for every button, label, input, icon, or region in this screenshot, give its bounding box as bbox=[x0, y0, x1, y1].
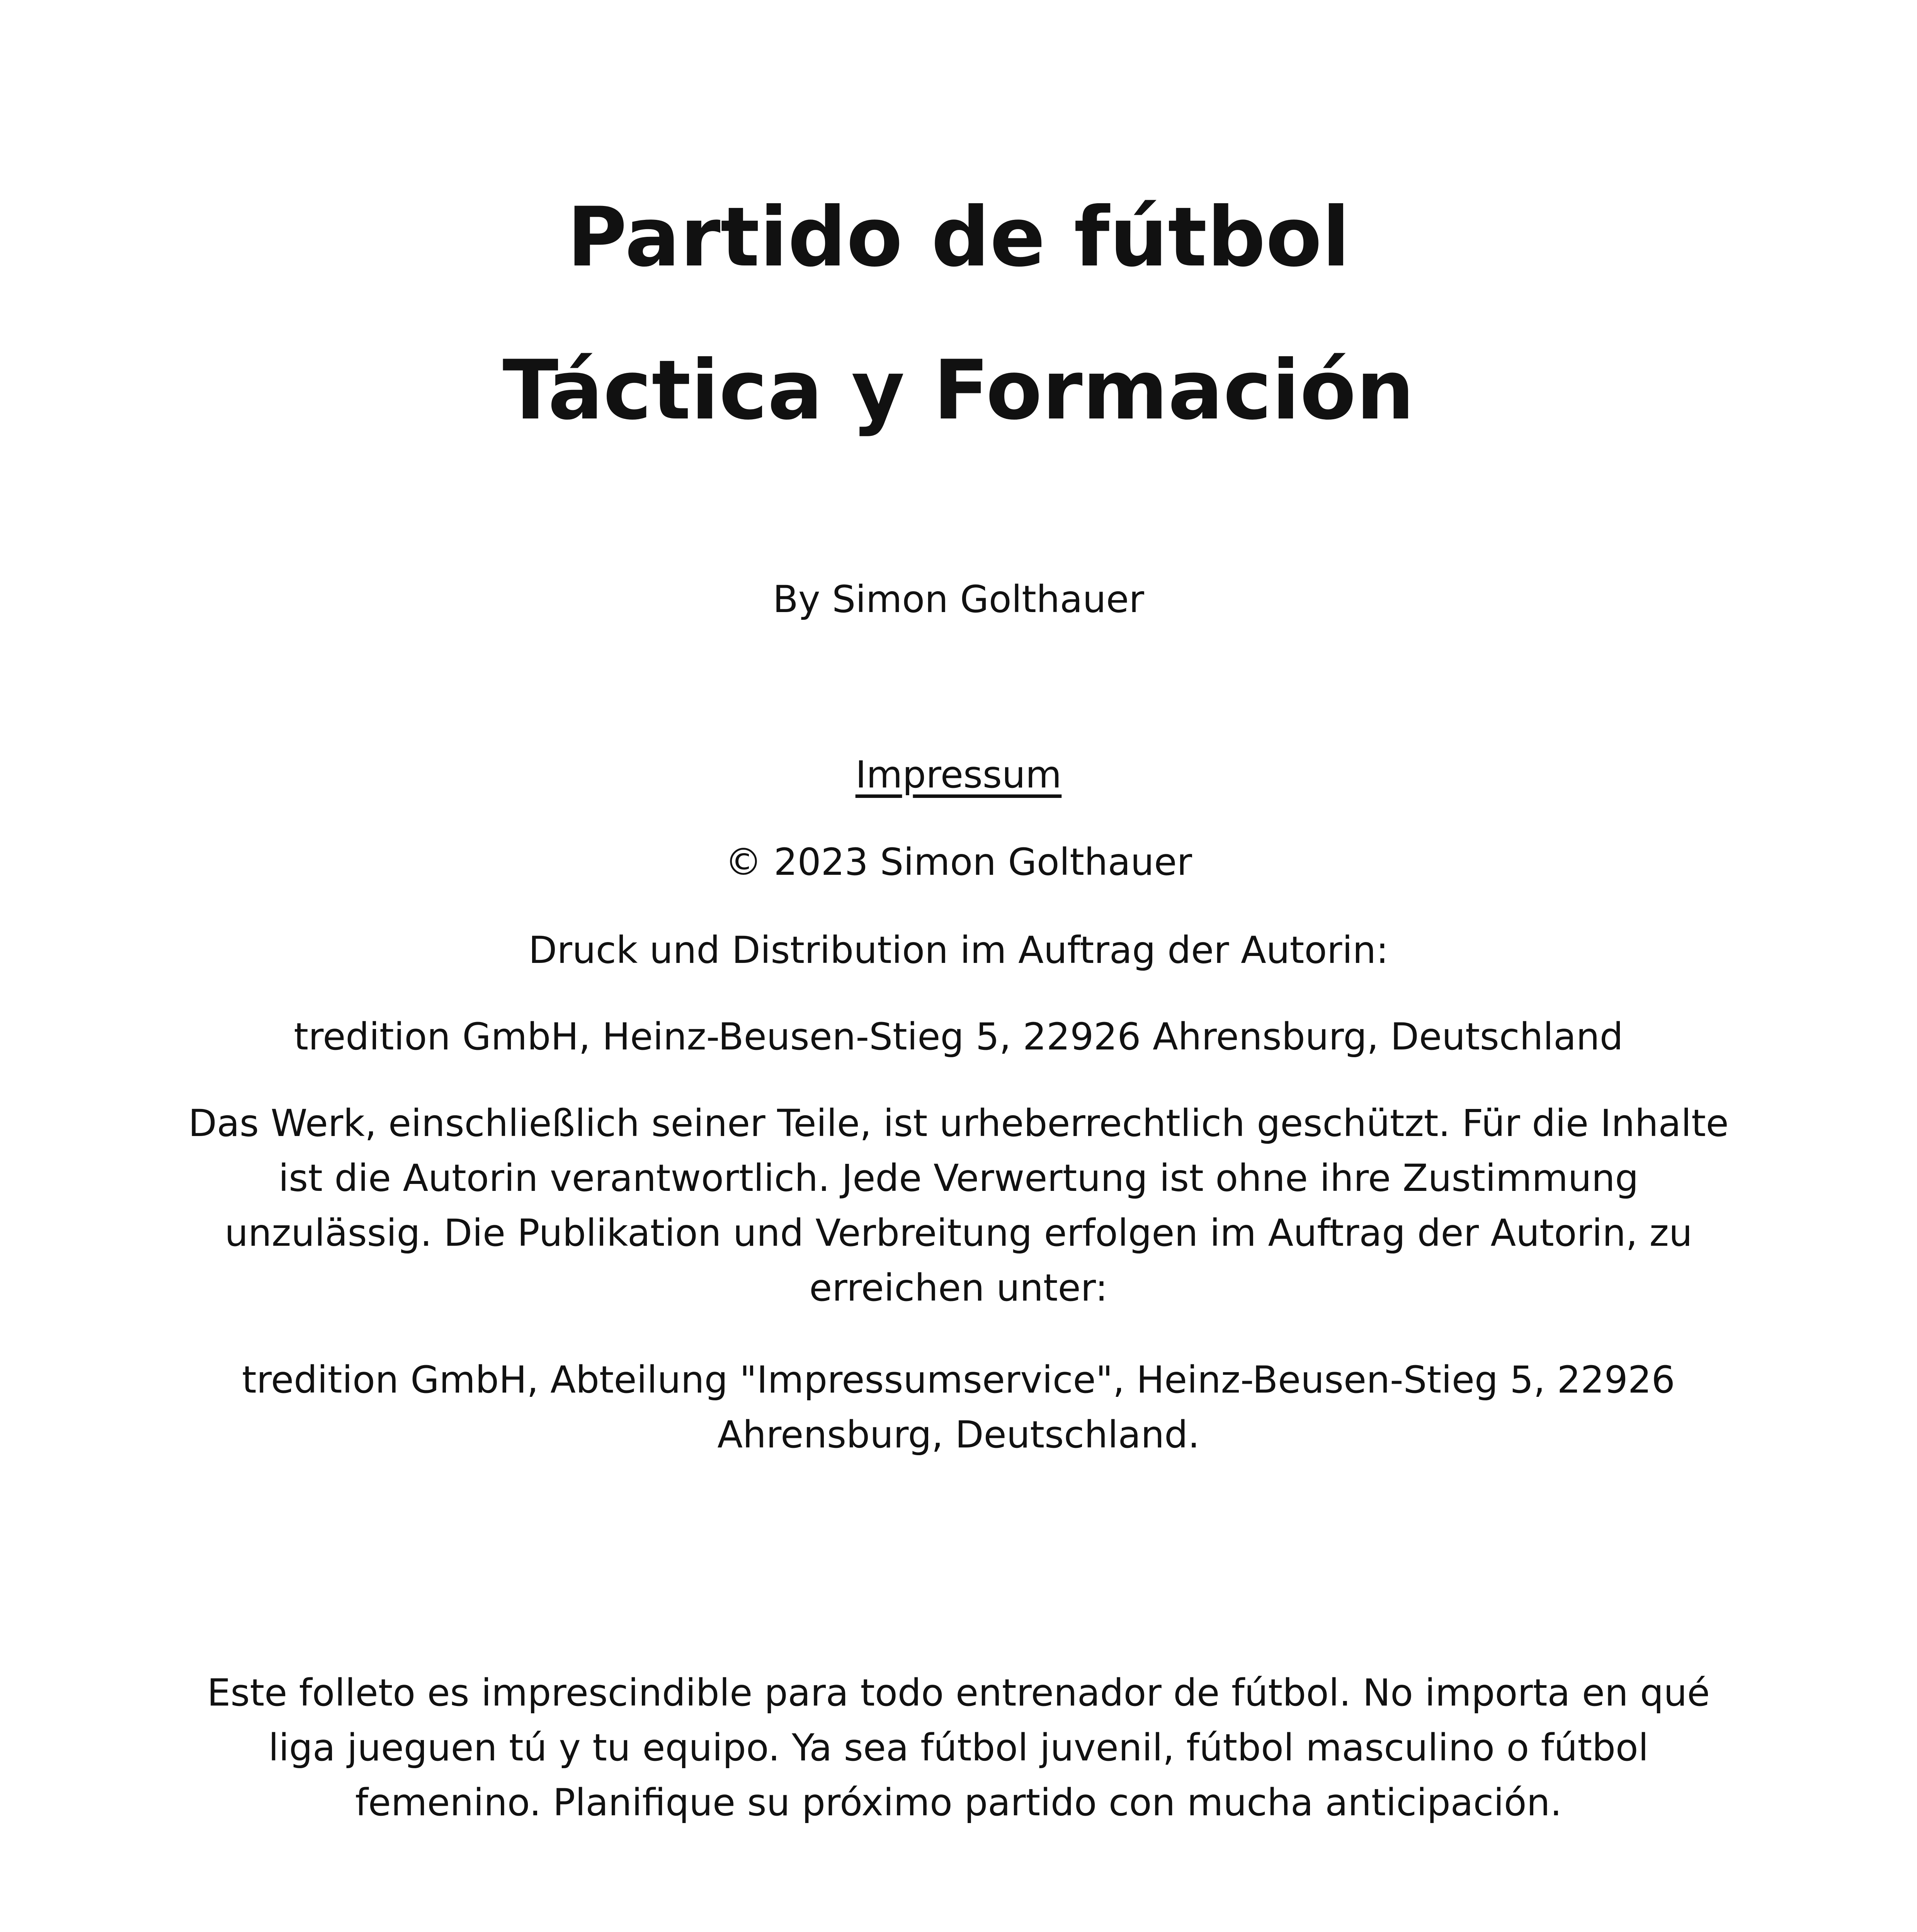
author-byline: By Simon Golthauer bbox=[773, 578, 1144, 621]
service-address: tredition GmbH, Abteilung "Impressumservice", Heinz-Beusen-Stieg 5, 22926 Ahrensburg, Deutschland. bbox=[242, 1358, 1675, 1456]
publisher-address: tredition GmbH, Heinz-Beusen-Stieg 5, 22926 Ahrensburg, Deutschland bbox=[294, 1015, 1623, 1058]
title-line-1: Partido de fútbol bbox=[567, 189, 1350, 285]
description-paragraph-1: Este folleto es imprescindible para todo entrenador de fútbol. No importa en qué liga jueguen tú y tu equipo. Ya sea fútbol juvenil, fútbol masculino o fútbol femenino. Planifique su próximo partido con mucha anticipación. bbox=[207, 1671, 1710, 1824]
copyright-line: © 2023 Simon Golthauer bbox=[725, 840, 1192, 884]
distribution-line: Druck und Distribution im Auftrag der Autorin: bbox=[528, 929, 1389, 972]
impressum-heading: Impressum bbox=[855, 753, 1062, 796]
legal-notice: Das Werk, einschließlich seiner Teile, ist urheberrechtlich geschützt. Für die Inhalte ist die Autorin verantwortlich. Jede Verwertung ist ohne ihre Zustimmung unzulässig. Die Publikation und Verbreitung erfolgen im Auftrag der Autorin, zu erreichen unter: bbox=[188, 1102, 1729, 1310]
title-line-2: Táctica y Formación bbox=[502, 342, 1415, 438]
